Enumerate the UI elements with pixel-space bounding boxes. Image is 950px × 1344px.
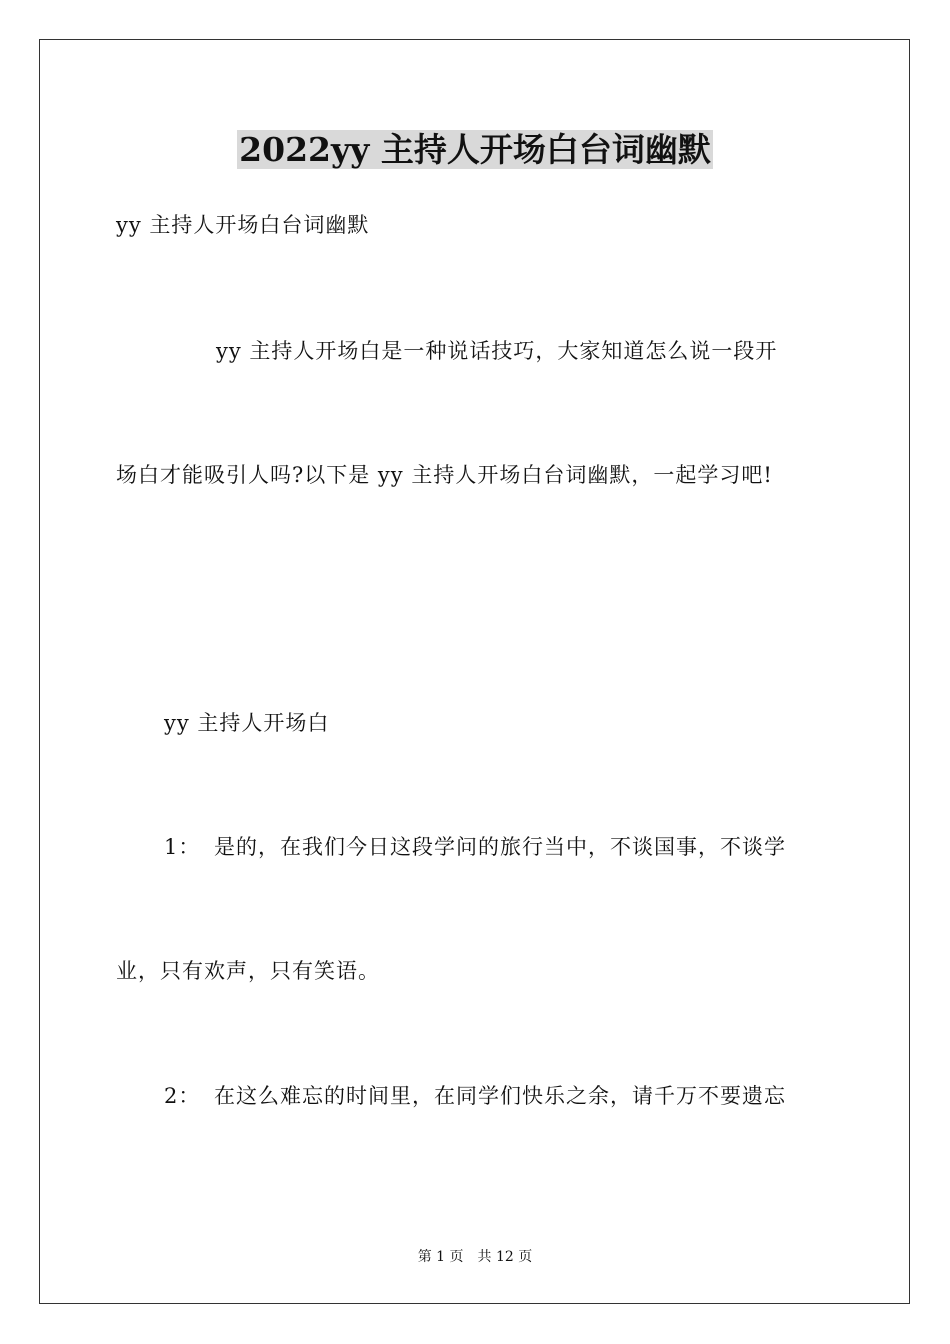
- document-subtitle: yy 主持人开场白台词幽默: [116, 213, 370, 237]
- document-title-text: 2022yy 主持人开场白台词幽默: [239, 130, 711, 169]
- footer-total-pages: 共 12 页: [477, 1249, 533, 1265]
- list-item-2-text: 在这么难忘的时间里，在同学们快乐之余，请千万不要遗忘: [214, 1084, 786, 1108]
- list-item-2-number: 2：: [164, 1084, 201, 1108]
- document-title: [0, 130, 950, 170]
- list-item-1-number: 1：: [164, 835, 201, 859]
- list-item-1-line-2: 业，只有欢声，只有笑语。: [116, 959, 380, 983]
- footer-page-number: 第 1 页: [417, 1249, 464, 1265]
- intro-paragraph-line-1: yy 主持人开场白是一种说话技巧，大家知道怎么说一段开: [216, 339, 778, 363]
- list-item-1-line-1: [164, 833, 786, 861]
- list-item-1-text: 是的，在我们今日这段学问的旅行当中，不谈国事，不谈学: [214, 835, 786, 859]
- page-footer: [0, 1248, 950, 1266]
- list-item-2-line-1: [164, 1082, 786, 1110]
- section-heading: yy 主持人开场白: [164, 711, 330, 735]
- intro-paragraph-line-2: 场白才能吸引人吗?以下是 yy 主持人开场白台词幽默，一起学习吧!: [116, 463, 773, 487]
